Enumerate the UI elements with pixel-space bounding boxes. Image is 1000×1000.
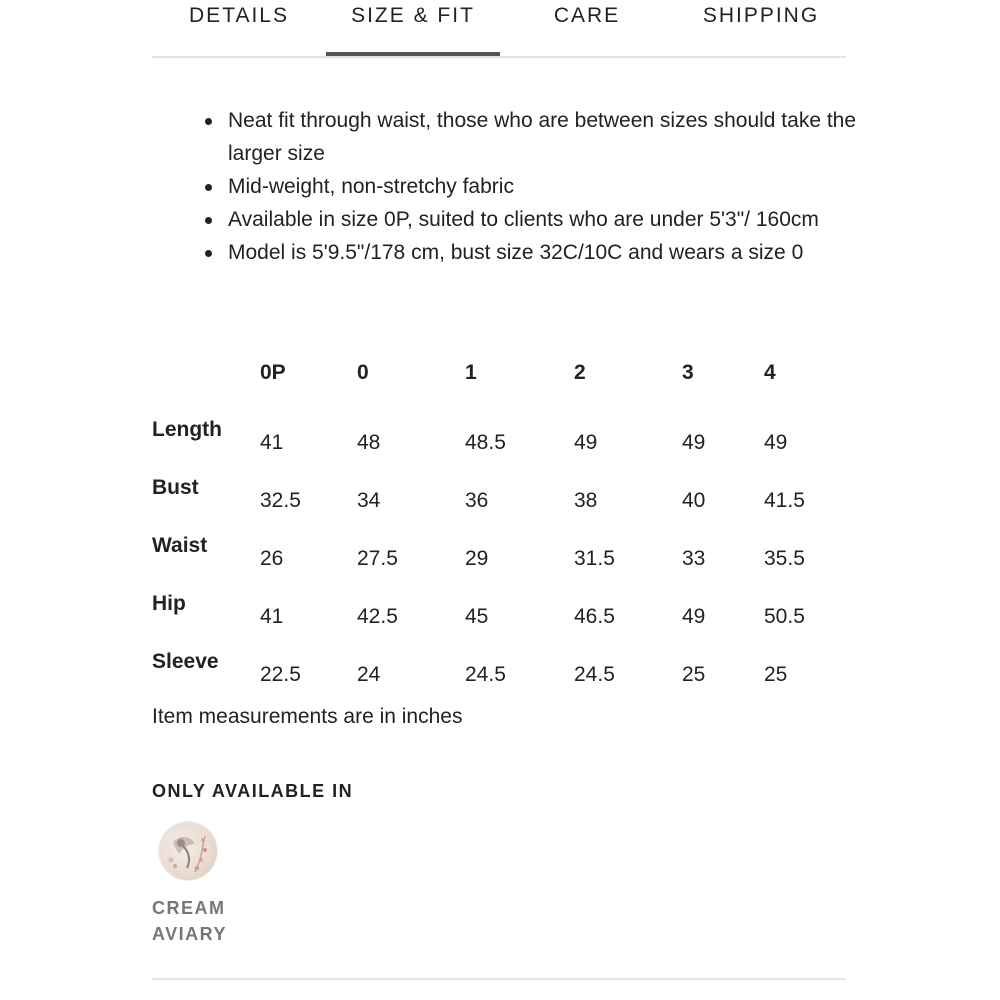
size-header-0p: 0P [260,361,286,384]
table-cell: 32.5 [260,489,301,512]
active-tab-indicator [326,52,500,56]
size-header-3: 3 [682,361,694,384]
table-cell: 33 [682,547,706,570]
size-header-0: 0 [357,361,369,384]
table-cell: 25 [764,663,788,686]
table-cell: 48 [357,431,381,454]
table-cell: 42.5 [357,605,398,628]
tab-care[interactable]: CARE [553,4,621,27]
table-cell: 34 [357,489,381,512]
tab-bar [152,0,846,58]
table-cell: 41 [260,605,284,628]
color-swatch-cream-aviary[interactable] [159,822,217,880]
divider [152,978,846,980]
table-cell: 24 [357,663,381,686]
fit-note: Available in size 0P, suited to clients who are under 5'3"/ 160cm [228,203,888,236]
table-cell: 25 [682,663,706,686]
size-header-1: 1 [465,361,477,384]
row-label-waist: Waist [152,534,208,557]
table-cell: 48.5 [465,431,506,454]
tab-details[interactable]: DETAILS [189,4,289,27]
table-cell: 27.5 [357,547,398,570]
tab-size-fit[interactable]: SIZE & FIT [351,4,475,27]
row-label-bust: Bust [152,476,199,499]
measurement-unit-note: Item measurements are in inches [152,705,463,728]
fit-notes-list [200,104,888,269]
table-cell: 35.5 [764,547,805,570]
table-cell: 49 [682,605,706,628]
table-cell: 22.5 [260,663,301,686]
size-header-2: 2 [574,361,586,384]
table-cell: 50.5 [764,605,805,628]
table-cell: 40 [682,489,706,512]
table-cell: 38 [574,489,598,512]
table-cell: 49 [764,431,788,454]
table-cell: 29 [465,547,489,570]
table-cell: 24.5 [465,663,506,686]
fit-note: Neat fit through waist, those who are between sizes should take the larger size [228,104,888,170]
row-label-length: Length [152,418,222,441]
size-header-4: 4 [764,361,776,384]
fit-note: Mid-weight, non-stretchy fabric [228,170,888,203]
swatch-label-line2: AVIARY [152,924,228,944]
floral-print-icon [159,822,217,880]
table-cell: 24.5 [574,663,615,686]
table-cell: 41 [260,431,284,454]
table-cell: 41.5 [764,489,805,512]
row-label-hip: Hip [152,592,186,615]
table-cell: 46.5 [574,605,615,628]
table-cell: 26 [260,547,284,570]
swatch-label[interactable] [152,895,232,947]
table-cell: 36 [465,489,489,512]
fit-note: Model is 5'9.5"/178 cm, bust size 32C/10C and wears a size 0 [228,236,888,269]
table-cell: 31.5 [574,547,615,570]
table-cell: 49 [574,431,598,454]
tab-shipping[interactable]: SHIPPING [702,4,820,27]
row-label-sleeve: Sleeve [152,650,219,673]
swatch-label-line1: CREAM [152,898,226,918]
table-cell: 49 [682,431,706,454]
availability-heading: ONLY AVAILABLE IN [152,781,354,801]
table-cell: 45 [465,605,489,628]
